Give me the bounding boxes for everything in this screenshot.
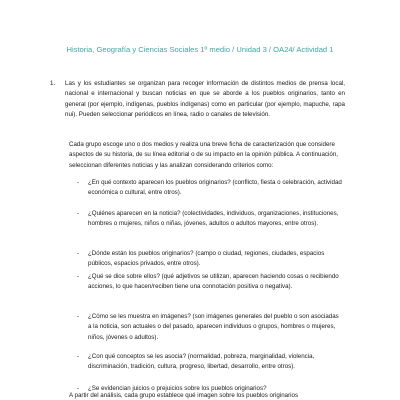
criteria-item bbox=[77, 209, 342, 230]
numbered-item bbox=[50, 79, 345, 120]
document-header: Historia, Geografía y Ciencias Sociales 1º medio / Unidad 3 / OA24/ Actividad 1 bbox=[66, 45, 334, 54]
list-dash: - bbox=[77, 385, 80, 392]
criteria-text: ¿Se evidencian juicios o prejuicios sobre los pueblos originarios? bbox=[88, 385, 267, 392]
list-dash: - bbox=[77, 353, 80, 360]
criteria-item bbox=[77, 249, 342, 270]
intro-paragraph: Cada grupo escoge uno o dos medios y realiza una breve ficha de caracterización que considere aspectos de su historia, de su línea editorial o de su impacto en la opinión pública. A continuación, seleccionan diferentes noticias y las analizan considerando criterios como: bbox=[69, 141, 338, 169]
criteria-text: ¿Dónde están los pueblos originarios? (campo o ciudad, regiones, ciudades, espacios públicos, espacios privados, entre otros). bbox=[88, 250, 325, 268]
closing-paragraph: A partir del análisis, cada grupo establece qué imagen sobre los pueblos originarios bbox=[69, 392, 299, 399]
criteria-text: ¿Con qué conceptos se les asocia? (normalidad, pobreza, marginalidad, violencia, discriminación, tradición, cultura, progreso, libertad, desarrollo, entre otros). bbox=[88, 353, 315, 371]
item-text: Las y los estudiantes se organizan para recoger información de distintos medios de prensa local, nacional e internacional y buscan noticias en que se aborde a los pueblos originarios, tanto en general (por ejemplo, indígenas, pueblos indígenas) como en particular (por ejemplo, mapuche, rapa nui). Pueden seleccionar periódicos en línea, radio o canales de televisión. bbox=[65, 80, 345, 118]
list-dash: - bbox=[77, 273, 80, 280]
criteria-item bbox=[77, 272, 342, 293]
list-dash: - bbox=[77, 250, 80, 257]
criteria-text: ¿En qué contexto aparecen los pueblos originarios? (conflicto, fiesta o celebración, actividad económica o cultural, entre otros). bbox=[88, 179, 342, 197]
item-number: 1. bbox=[50, 80, 56, 87]
criteria-item bbox=[77, 352, 342, 373]
criteria-item bbox=[77, 178, 342, 199]
criteria-text: ¿Cómo se les muestra en imágenes? (son imágenes generales del pueblo o son asociadas a la noticia, son actuales o del pasado, aparecen individuos o grupos, hombres o mujeres, niños, jóvenes o adultos). bbox=[88, 313, 339, 341]
list-dash: - bbox=[77, 179, 80, 186]
criteria-text: ¿Quiénes aparecen en la noticia? (colectividades, individuos, organizaciones, instituciones, hombres o mujeres, niños o niñas, jóvenes, adultos o adultos mayores, entre otros). bbox=[88, 210, 339, 228]
list-dash: - bbox=[77, 313, 80, 320]
list-dash: - bbox=[77, 210, 80, 217]
criteria-item bbox=[77, 312, 342, 343]
criteria-text: ¿Qué se dice sobre ellos? (qué adjetivos se utilizan, aparecen haciendo cosas o recibiendo acciones, lo que hacen/reciben tiene una connotación positiva o negativa). bbox=[88, 273, 339, 291]
